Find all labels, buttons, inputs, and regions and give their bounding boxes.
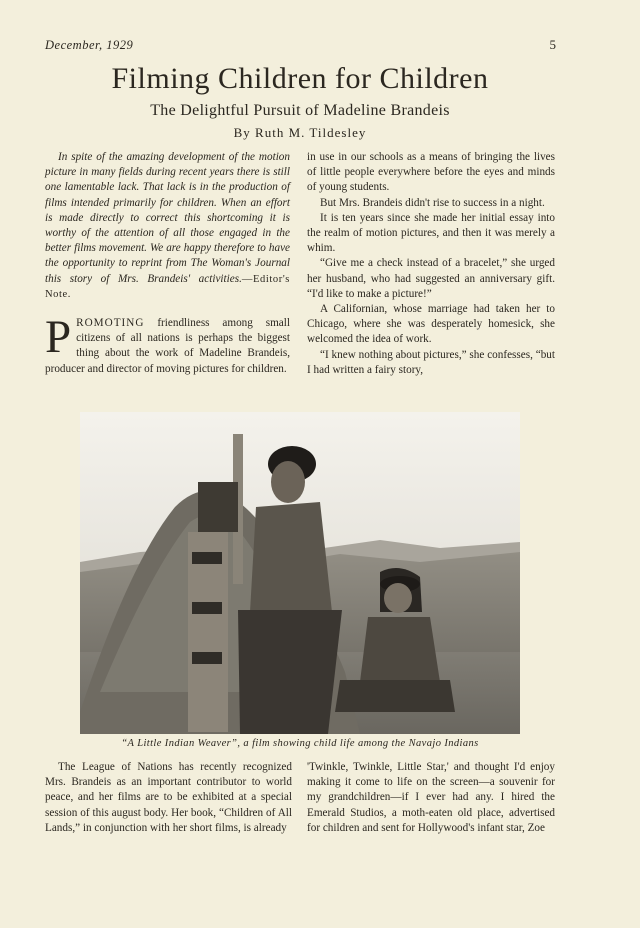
body-paragraph: “I knew nothing about pictures,” she confesses, “but I had written a fairy story,: [307, 348, 555, 376]
left-column: [45, 150, 290, 377]
lead-paragraph: [45, 311, 290, 377]
body-paragraph: 'Twinkle, Twinkle, Little Star,' and thought I'd enjoy making it come to life on the screen—a souvenir for my grandchildren—if I ever had any. I hired the Emerald Studios, a moth-eaten old place, advertised for children and sent for Hollywood's infant star, Zoe: [307, 761, 555, 834]
bottom-right-column: [307, 760, 555, 836]
lead-paragraph-text: friendliness among small citizens of all nations is perhaps the biggest thing about the work of Madeline Brandeis, producer and director of moving pictures for children.: [45, 317, 290, 375]
right-column: [307, 150, 555, 378]
issue-date: December, 1929: [45, 38, 134, 52]
photograph: [80, 412, 520, 734]
body-paragraph: The League of Nations has recently recognized Mrs. Brandeis as an important contributor to world peace, and her films are to be exhibited at a special session of this august body. Her book, “Children of All Lands,” in conjunction with her short films, is already: [45, 761, 292, 834]
drop-cap: P: [45, 311, 72, 364]
article-title: Filming Children for Children: [111, 62, 489, 95]
page-number: 5: [549, 37, 556, 52]
byline: By Ruth M. Tildesley: [233, 125, 367, 140]
editors-note-text: In spite of the amazing development of the motion picture in many fields during recent years there is still one lamentable lack. That lack is in the production of films intended primarily for children. When an effort is made directly to correct this shortcoming it is worthy of the attention of all those engaged in the better films movement. We are happy therefore to have the opportunity to reprint from The Woman's Journal this story of Mrs. Brandeis' activities.: [45, 151, 290, 285]
body-paragraph: But Mrs. Brandeis didn't rise to success in a night.: [320, 196, 545, 209]
body-paragraph: “Give me a check instead of a bracelet,” she urged her husband, who had suggested an anniversary gift. “I'd like to make a picture!”: [307, 257, 555, 300]
article-subtitle: The Delightful Pursuit of Madeline Brandeis: [150, 102, 450, 119]
bottom-left-column: [45, 760, 292, 836]
body-paragraph: It is ten years since she made her initial essay into the realm of motion pictures, and then it was merely a whim.: [307, 211, 555, 255]
photo-caption: “A Little Indian Weaver”, a film showing child life among the Navajo Indians: [121, 738, 479, 749]
editors-note: [45, 150, 290, 302]
photo-illustration: [80, 412, 520, 734]
body-paragraph: in use in our schools as a means of bringing the lives of little people everywhere before the eyes and minds of young students.: [307, 151, 555, 194]
lead-first-word: ROMOTING: [76, 317, 145, 330]
body-paragraph: A Californian, whose marriage had taken her to Chicago, where she was desperately homesick, she welcomed the idea of work.: [307, 303, 555, 346]
editors-note-signature: —Editor's Note.: [45, 273, 290, 300]
